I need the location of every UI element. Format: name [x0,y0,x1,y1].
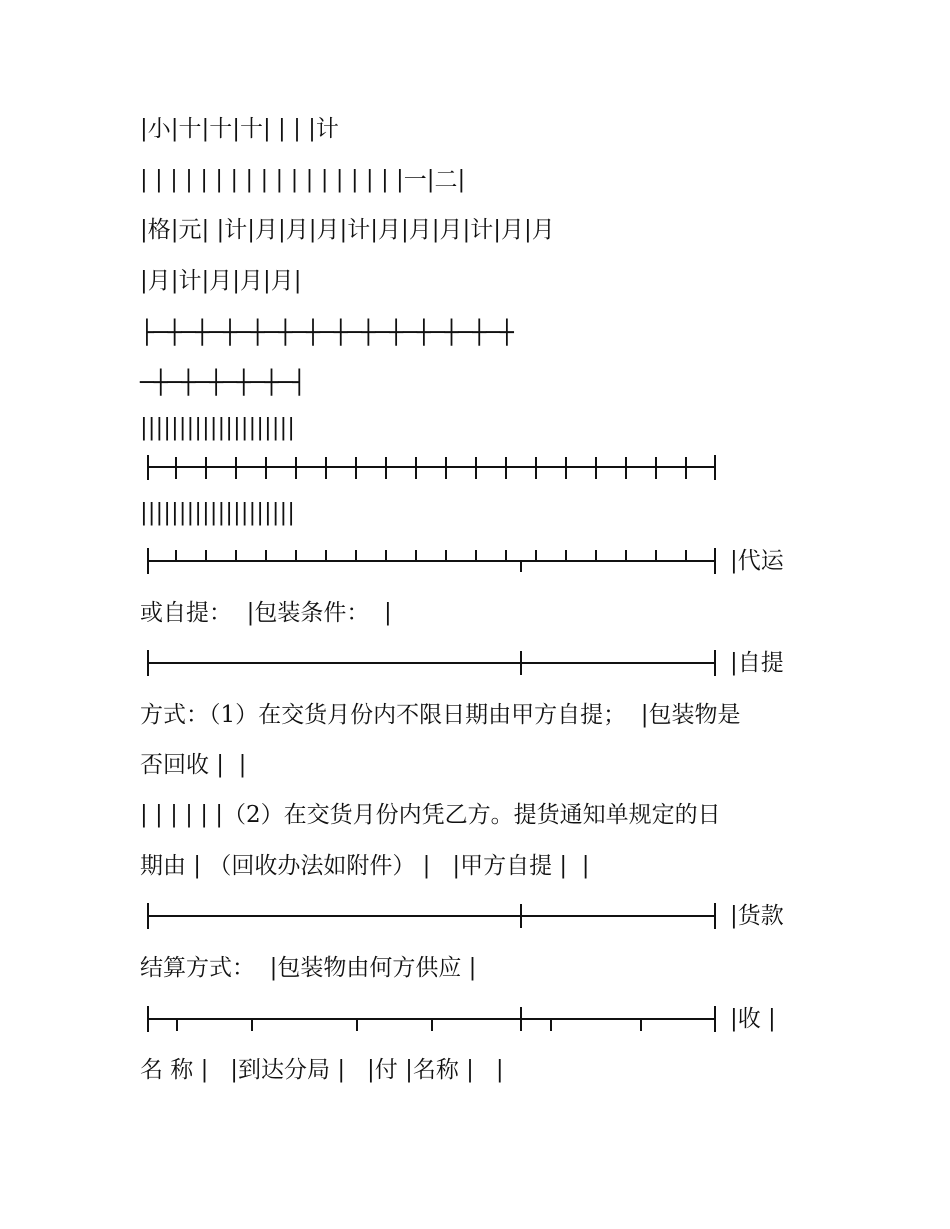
table-border-line-1: ├─┼─┼─┼─┼─┼─┼─┼─┼─┼─┼─┼─┼─┼ [140,320,514,346]
table-rule-1 [147,648,716,678]
table-row-header-1: |小|十|十|十| | | |计 [140,116,339,142]
table-row-header-2: | | | | | | | | | | | | | | | | | |一|二| [140,167,466,193]
table-row-header-4: |月|计|月|月|月| [140,268,302,294]
row-label-receive: |收 | [730,1006,776,1032]
row-label-delivery: |代运 [730,548,784,574]
table-row-header-3: |格|元| |计|月|月|月|计|月|月|月|计|月|月 [140,217,555,243]
text-method-1: 方式：（1）在交货月份内不限日期由甲方自提； |包装物是 [140,702,741,728]
table-cell-separators-1: |||||||||||||||||||| [140,415,295,441]
text-period: 期由 | （回收办法如附件） | |甲方自提 | | [140,853,590,879]
table-rule-2 [147,901,716,931]
table-rule-ticked-1 [147,452,716,482]
text-settlement: 结算方式： |包装物由何方供应 | [140,955,477,981]
table-rule-3 [147,1004,716,1034]
row-label-pickup: |自提 [730,650,784,676]
table-rule-ticked-2 [147,546,716,576]
row-label-payment: |货款 [730,903,784,929]
text-method-2: | | | | | |（2）在交货月份内凭乙方。提货通知单规定的日 [140,802,721,828]
text-names: 名 称 | |到达分局 | |付 |名称 | | [140,1057,504,1083]
table-cell-separators-2: |||||||||||||||||||| [140,500,295,526]
text-pickup-packaging: 或自提： |包装条件： | [140,600,392,626]
text-recycle: 否回收 | | [140,752,247,778]
table-border-line-2: ─┼─┼─┼─┼─┼─┤ [140,370,307,396]
